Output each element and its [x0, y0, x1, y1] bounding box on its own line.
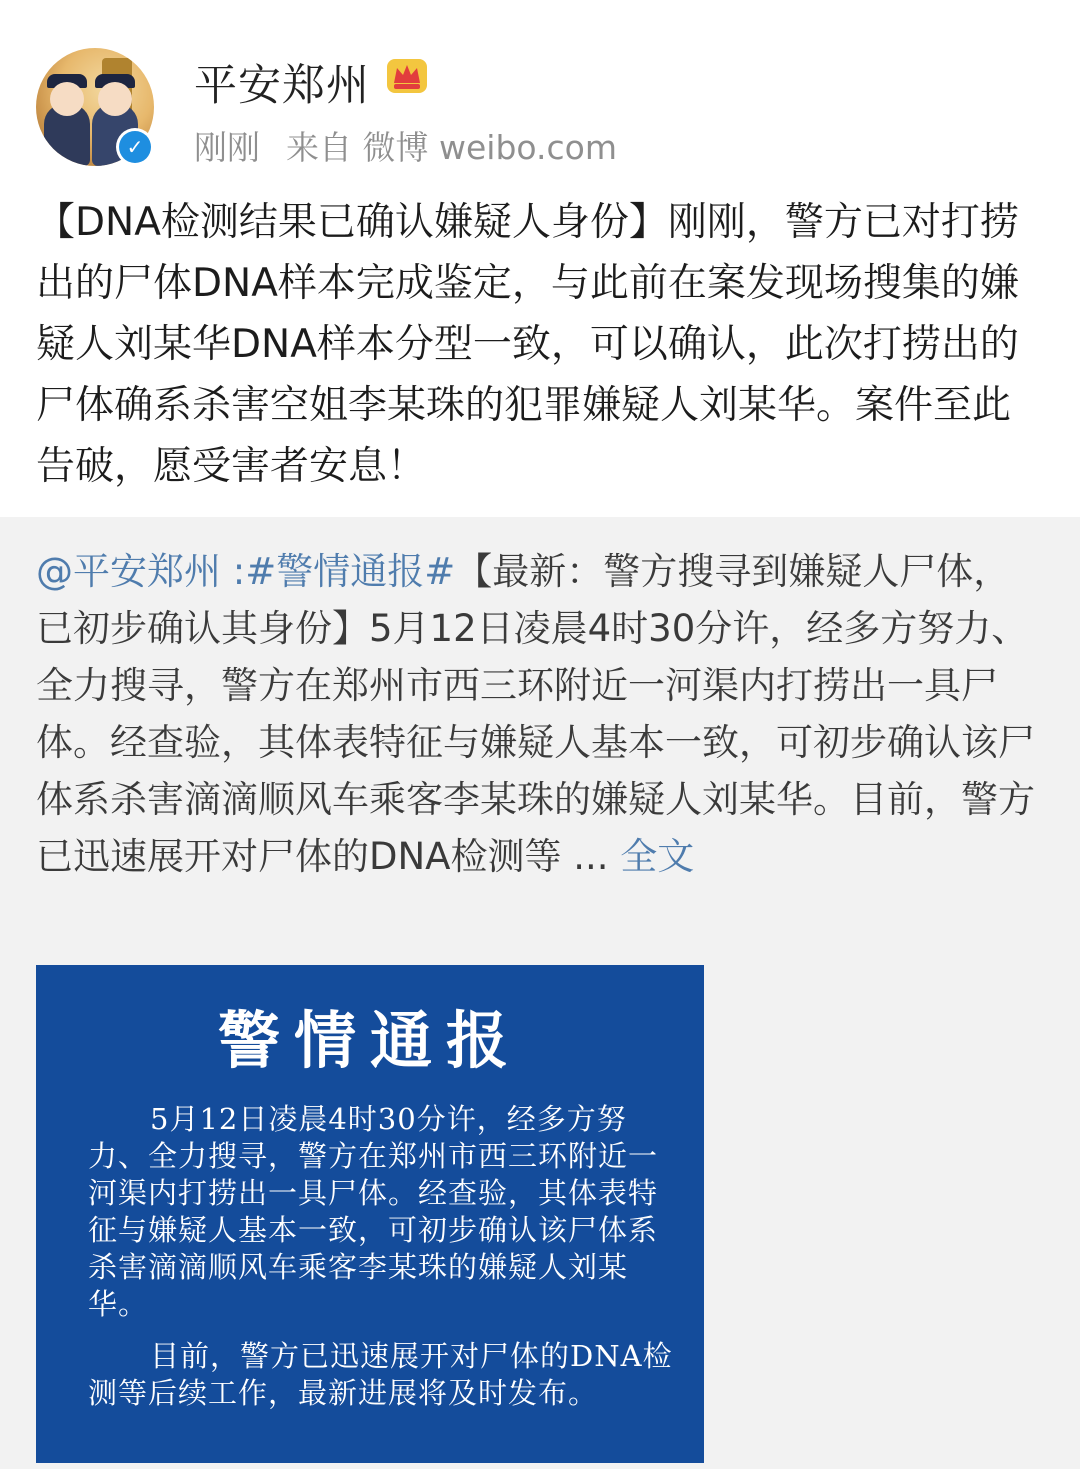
verified-icon: ✓ [116, 128, 154, 166]
mention-separator: : [221, 550, 246, 593]
image-paragraph: 目前，警方已迅速展开对尸体的DNA检测等后续工作，最新进展将及时发布。 [88, 1339, 673, 1410]
crown-icon[interactable] [386, 56, 428, 96]
repost-body: 【最新：警方搜寻到嫌疑人尸体，已初步确认其身份】5月12日凌晨4时30分许，经多方努力、全力搜寻，警方在郑州市西三环附近一河渠内打捞出一具尸体。经查验，其体表特征与嫌疑人基本一致，可初步确认该尸体系杀害滴滴顺风车乘客李某珠的嫌疑人刘某华。目前，警方已迅速展开对尸体的DNA检测等 ... [36, 550, 1035, 878]
post-time: 刚刚 [194, 128, 260, 167]
police-figure [44, 104, 90, 166]
account-name[interactable]: 平安郑州 [194, 61, 370, 111]
image-paragraph: 5月12日凌晨4时30分许，经多方努力、全力搜寻，警方在郑州市西三环附近一河渠内打捞出一具尸体。经查验，其体表特征与嫌疑人基本一致，可初步确认该尸体系杀害滴滴顺风车乘客李某珠的嫌疑人刘某华。 [88, 1102, 659, 1321]
hashtag-link[interactable]: #警情通报# [245, 550, 456, 593]
full-text-link[interactable]: 全文 [620, 835, 695, 878]
post-text: 【DNA检测结果已确认嫌疑人身份】刚刚，警方已对打捞出的尸体DNA样本完成鉴定，与此前在案发现场搜集的嫌疑人刘某华DNA样本分型一致，可以确认，此次打捞出的尸体确系杀害空姐李某珠的犯罪嫌疑人刘某华。案件至此告破，愿受害者安息！ [36, 200, 1019, 489]
image-title: 警情通报 [217, 1004, 522, 1077]
repost-text [36, 543, 1046, 885]
notice-image[interactable] [36, 965, 704, 1463]
post-meta [194, 122, 617, 169]
post-source[interactable]: 来自 微博 weibo.com [286, 128, 617, 167]
post-header [0, 0, 1080, 190]
repost-card[interactable] [0, 517, 1080, 1469]
mention-link[interactable]: @平安郑州 [36, 550, 221, 593]
